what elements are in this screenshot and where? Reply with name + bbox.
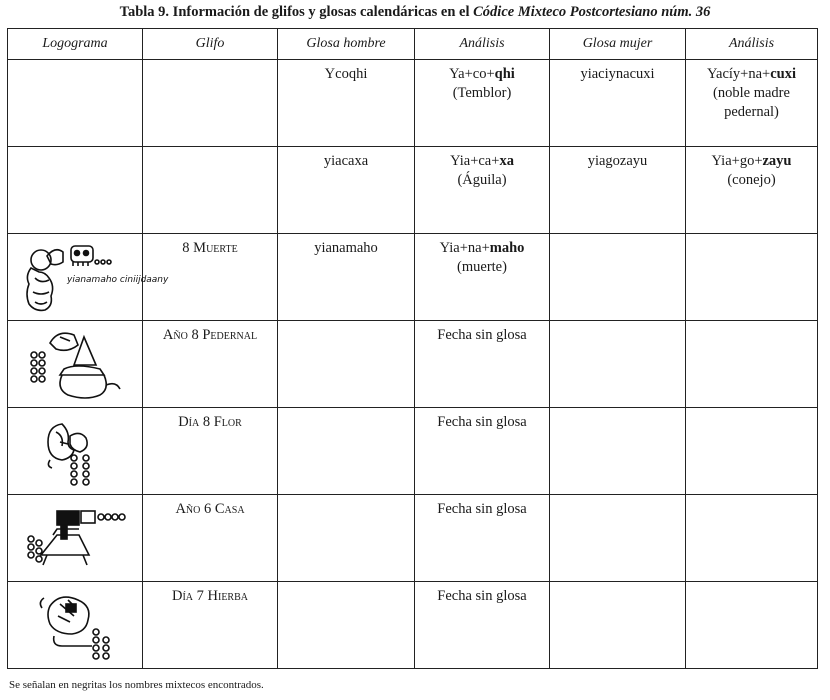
handwriting-gloss: yianamaho ciniijdaany — [67, 275, 169, 285]
analisis-gloss: (conejo) — [727, 172, 776, 188]
footnote: Se señalan en negritas los nombres mixtecos encontrados. — [9, 679, 264, 691]
fecha-sin-glosa-text: Fecha sin glosa — [437, 588, 527, 604]
header-logograma: Logograma — [8, 29, 143, 60]
analisis-hombre-cell — [415, 321, 550, 408]
table-row — [8, 582, 818, 669]
analisis-gloss: (Temblor) — [452, 85, 512, 101]
header-analisis-mujer: Análisis — [686, 29, 818, 60]
analisis-hombre-cell — [415, 147, 550, 234]
fecha-sin-glosa-text: Fecha sin glosa — [437, 414, 527, 430]
title-italic-text: Códice Mixteco Postcortesiano núm. 36 — [473, 4, 711, 20]
analisis-prefix: Yacíy+na+ — [707, 66, 771, 82]
analisis-mujer-cell — [686, 408, 818, 495]
analisis-mixtec-name: cuxi — [770, 66, 796, 82]
analisis-prefix: Yia+na+ — [439, 240, 490, 256]
analisis-gloss: (muerte) — [457, 259, 507, 275]
analisis-mixtec-name: maho — [489, 240, 525, 256]
table-row — [8, 60, 818, 147]
analisis-prefix: Yia+go+ — [711, 153, 763, 169]
header-glosa-hombre: Glosa hombre — [278, 29, 415, 60]
glifo-text: Día 8 Flor — [178, 414, 242, 430]
analisis-hombre-cell — [415, 495, 550, 582]
glifo-cell — [143, 60, 278, 147]
analisis-mujer-cell — [686, 147, 818, 234]
header-analisis-hombre: Análisis — [415, 29, 550, 60]
glosa-mujer-text: yiaciynacuxi — [580, 66, 655, 82]
glosa-hombre-cell — [278, 60, 415, 147]
glifo-cell — [143, 582, 278, 669]
year-house-glyph-icon — [17, 499, 133, 577]
table-title — [0, 4, 830, 21]
logograma-cell — [8, 408, 143, 495]
glosa-hombre-cell — [278, 321, 415, 408]
glosa-mujer-cell — [550, 147, 686, 234]
glosa-mujer-cell — [550, 408, 686, 495]
table-row — [8, 495, 818, 582]
glifo-text — [143, 60, 277, 65]
glifo-text: 8 Muerte — [182, 240, 238, 256]
glosa-mujer-text: yiagozayu — [587, 153, 648, 169]
table-row — [8, 234, 818, 321]
logograma-cell — [8, 582, 143, 669]
logograma-cell — [8, 495, 143, 582]
title-text: Tabla 9. Información de glifos y glosas calendáricas en el — [119, 4, 474, 20]
analisis-mujer-cell — [686, 321, 818, 408]
glosa-mujer-cell — [550, 234, 686, 321]
glifo-cell — [143, 495, 278, 582]
header-glifo: Glifo — [143, 29, 278, 60]
analisis-hombre-cell — [415, 582, 550, 669]
logograma-cell — [8, 60, 143, 147]
glosa-hombre-text: Ycoqhi — [324, 66, 368, 82]
glosa-hombre-cell — [278, 147, 415, 234]
analisis-mujer-cell — [686, 582, 818, 669]
analisis-prefix: Ya+co+ — [449, 66, 495, 82]
glosa-hombre-cell — [278, 408, 415, 495]
analisis-hombre-cell — [415, 408, 550, 495]
glosa-mujer-cell — [550, 321, 686, 408]
fecha-sin-glosa-text: Fecha sin glosa — [437, 327, 527, 343]
glifo-text: Año 6 Casa — [175, 501, 245, 517]
glosa-mujer-cell — [550, 582, 686, 669]
year-flint-glyph-icon — [20, 325, 130, 403]
glosa-hombre-text: yianamaho — [314, 240, 378, 256]
glosa-mujer-cell — [550, 60, 686, 147]
analisis-hombre-cell — [415, 60, 550, 147]
glifo-cell — [143, 408, 278, 495]
day-grass-glyph-icon — [20, 586, 130, 664]
glosa-hombre-cell — [278, 582, 415, 669]
glosa-hombre-cell — [278, 234, 415, 321]
header-glosa-mujer: Glosa mujer — [550, 29, 686, 60]
glosa-mujer-cell — [550, 495, 686, 582]
fecha-sin-glosa-text: Fecha sin glosa — [437, 501, 527, 517]
glifo-cell — [143, 321, 278, 408]
table-header-row — [8, 29, 818, 60]
figure-with-skull-glyph-icon — [15, 238, 169, 316]
analisis-prefix: Yia+ca+ — [450, 153, 500, 169]
glifo-text — [143, 147, 277, 152]
analisis-gloss: (noble madre pedernal) — [713, 85, 790, 120]
glosa-hombre-cell — [278, 495, 415, 582]
glifo-cell — [143, 147, 278, 234]
glyph-table — [7, 28, 818, 669]
table-row — [8, 321, 818, 408]
analisis-mixtec-name: qhi — [494, 66, 515, 82]
logograma-cell — [8, 147, 143, 234]
table-row — [8, 408, 818, 495]
logograma-cell — [8, 321, 143, 408]
table-row — [8, 147, 818, 234]
glosa-hombre-text: yiacaxa — [323, 153, 369, 169]
analisis-mujer-cell — [686, 234, 818, 321]
glifo-text: Día 7 Hierba — [172, 588, 248, 604]
analisis-mixtec-name: xa — [499, 153, 514, 169]
analisis-hombre-cell — [415, 234, 550, 321]
day-flower-glyph-icon — [20, 412, 130, 490]
analisis-mujer-cell — [686, 60, 818, 147]
glifo-text: Año 8 Pedernal — [162, 327, 258, 343]
analisis-gloss: (Águila) — [457, 172, 507, 188]
logograma-cell — [8, 234, 169, 321]
analisis-mujer-cell — [686, 495, 818, 582]
analisis-mixtec-name: zayu — [762, 153, 792, 169]
